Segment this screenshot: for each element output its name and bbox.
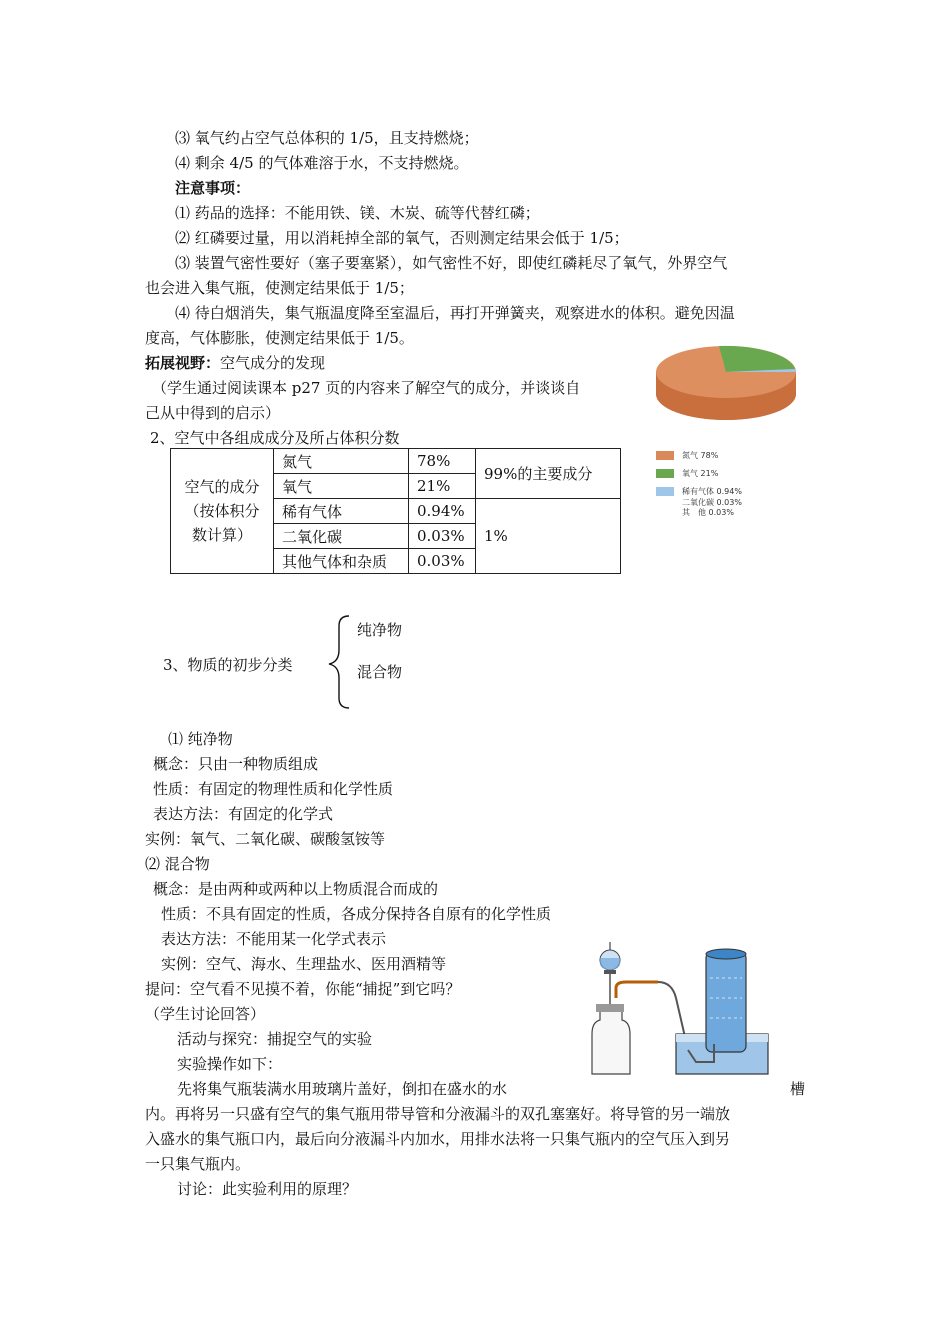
step-line-3: 入盛水的集气瓶口内，最后向分液漏斗内加水，用排水法将一只集气瓶内的空气压入到另: [145, 1130, 731, 1148]
row-header-line: （按体积分: [184, 502, 260, 520]
legend-label: 二氧化碳: [682, 497, 714, 507]
legend-label: 其 他: [682, 507, 706, 517]
mixture-example: 实例：空气、海水、生理盐水、医用酒精等: [161, 955, 447, 973]
gas-name-cell: 其他气体和杂质: [274, 549, 409, 574]
legend-label: 氮气: [682, 451, 698, 460]
legend-swatch: [656, 451, 674, 460]
classification-title: 3、物质的初步分类: [163, 656, 293, 674]
reading-note-line-1: （学生通过阅读课本 p27 页的内容来了解空气的成分，并谈谈自: [152, 379, 581, 397]
row-header-line: 空气的成分: [184, 478, 260, 496]
note-1: ⑴ 药品的选择：不能用铁、镁、木炭、硫等代替红磷；: [175, 204, 540, 222]
legend-label: 氧气: [682, 469, 698, 478]
operation-title: 实验操作如下：: [177, 1055, 283, 1073]
pie-slice-oxygen: [719, 346, 795, 372]
legend-item-oxygen: [656, 468, 742, 479]
discussion-note: （学生讨论回答）: [145, 1005, 266, 1023]
pure-heading: ⑴ 纯净物: [168, 730, 233, 748]
gas-name-cell: 稀有气体: [274, 499, 409, 524]
legend-item-co2: [656, 497, 742, 507]
group-minor-cell: 1%: [476, 499, 621, 574]
paragraph-oxygen-fifth: ⑶ 氧气约占空气总体积的 1/5，且支持燃烧；: [175, 129, 479, 147]
mixture-expression: 表达方法：不能用某一化学式表示: [161, 930, 387, 948]
reading-note-line-2: 己从中得到的启示）: [145, 404, 281, 422]
step-line-1: [177, 1079, 507, 1099]
legend-item-rare-gases: [656, 486, 742, 497]
step-line-1-part-b: 水的水: [462, 1080, 508, 1098]
explore-title: 活动与探究：捕捉空气的实验: [177, 1030, 373, 1048]
note-4-line-2: 度高，气体膨胀，使测定结果低于 1/5。: [145, 329, 414, 347]
legend-value: 0.03%: [708, 507, 734, 517]
table-row: [171, 449, 621, 474]
mixture-concept: 概念：是由两种或两种以上物质混合而成的: [153, 880, 439, 898]
note-4-line-1: ⑷ 待白烟消失，集气瓶温度降至室温后，再打开弹簧夹，观察进水的体积。避免因温: [175, 304, 735, 322]
legend-swatch: [656, 508, 674, 517]
gas-value-cell: 0.03%: [409, 549, 476, 574]
gas-name-cell: 氮气: [274, 449, 409, 474]
section-2-title: 2、空气中各组成成分及所占体积分数: [150, 429, 400, 447]
legend-value: 0.03%: [716, 497, 742, 507]
gas-value-cell: 21%: [409, 474, 476, 499]
legend-value: 21%: [700, 469, 719, 478]
branch-pure-substance: 纯净物: [357, 621, 403, 639]
question: 提问：空气看不见摸不着，你能“捕捉”到它吗？: [145, 980, 461, 998]
extended-view-topic: 空气成分的发现: [220, 354, 326, 372]
step-line-4: 一只集气瓶内。: [145, 1155, 251, 1173]
legend-item-nitrogen: [656, 450, 742, 461]
gas-collection-apparatus-illustration: [588, 938, 778, 1080]
pure-property: 性质：有固定的物理性质和化学性质: [153, 780, 394, 798]
discussion-question: 讨论：此实验利用的原理？: [177, 1180, 358, 1198]
pie-legend: [656, 450, 742, 517]
gas-value-cell: 78%: [409, 449, 476, 474]
step-line-1-part-a: 先将集气瓶装满水用玻璃片盖好，倒扣在盛: [177, 1080, 463, 1098]
extended-view-label: 拓展视野：: [145, 354, 221, 372]
note-3-line-1: ⑶ 装置气密性要好（塞子要塞紧），如气密性不好，即使红磷耗尽了氧气，外界空气: [175, 254, 728, 272]
legend-value: 78%: [700, 451, 719, 460]
left-brace-icon: [325, 612, 355, 712]
notes-heading: 注意事项：: [175, 179, 251, 197]
gas-name-cell: 氧气: [274, 474, 409, 499]
gas-value-cell: 0.94%: [409, 499, 476, 524]
step-line-1-end: 槽: [790, 1080, 806, 1098]
legend-item-other: [656, 507, 742, 517]
group-main-cell: 99%的主要成分: [476, 449, 621, 499]
mixture-heading: ⑵ 混合物: [145, 855, 210, 873]
legend-swatch: [656, 487, 674, 496]
row-header-line: 数计算）: [191, 526, 252, 544]
air-composition-pie-chart: [650, 336, 800, 436]
row-header-cell: [171, 449, 274, 574]
note-2: ⑵ 红磷要过量，用以消耗掉全部的氧气，否则测定结果会低于 1/5；: [175, 229, 629, 247]
branch-mixture: 混合物: [357, 663, 403, 681]
note-3-line-2: 也会进入集气瓶，使测定结果低于 1/5；: [145, 279, 414, 297]
legend-swatch: [656, 469, 674, 478]
air-composition-table: [170, 448, 621, 574]
extended-view: [145, 353, 325, 373]
step-line-2: 内。再将另一只盛有空气的集气瓶用带导管和分液漏斗的双孔塞塞好。将导管的另一端放: [145, 1105, 731, 1123]
gas-name-cell: 二氧化碳: [274, 524, 409, 549]
pure-concept: 概念：只由一种物质组成: [153, 755, 319, 773]
pure-example: 实例：氧气、二氧化碳、碳酸氢铵等: [145, 830, 386, 848]
legend-value: 0.94%: [716, 487, 742, 496]
mixture-property: 性质：不具有固定的性质，各成分保持各自原有的化学性质: [161, 905, 552, 923]
legend-swatch: [656, 498, 674, 507]
paragraph-remaining-gas: ⑷ 剩余 4/5 的气体难溶于水，不支持燃烧。: [175, 154, 469, 172]
pure-expression: 表达方法：有固定的化学式: [153, 805, 334, 823]
legend-label: 稀有气体: [682, 487, 714, 496]
gas-value-cell: 0.03%: [409, 524, 476, 549]
